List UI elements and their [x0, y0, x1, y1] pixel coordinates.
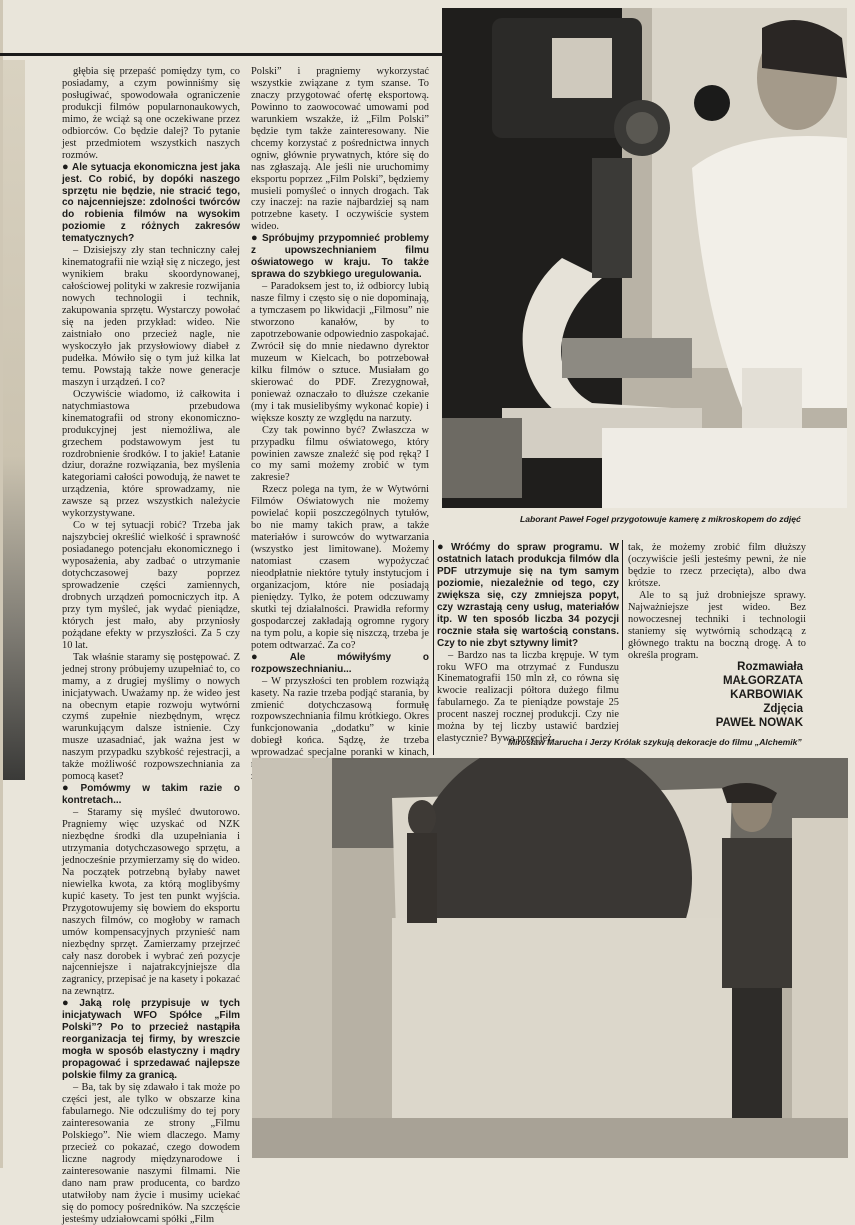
article-paragraph: tak, że możemy zrobić film dłuższy (oczywiście jeśli jesteśmy pewni, że nie będzie to rzecz przecięta), albo dwa krótsze. — [628, 542, 806, 589]
photo-microscope-illustration — [442, 8, 847, 508]
photo-alchemik-decoration — [252, 758, 848, 1158]
article-credits — [628, 660, 803, 730]
article-paragraph: – W przyszłości ten problem rozwiążą kasety. Na razie trzeba podjąć starania, by zmienić dotychczasową formułę rozpowszechniania filmu krótkiego. Okres funkcjonowania „dodatku” w kinie dobiegł końca. Sądzę, że trzeba wprowadzać specjalne poranki w kinach, — [251, 675, 429, 759]
credits-photos-label: Zdjęcia — [763, 703, 803, 715]
question-bullet-icon: ● — [251, 650, 287, 663]
interview-question — [251, 652, 429, 676]
article-paragraph: Czy tak powinno być? Zwłaszcza w przypadku filmu oświatowego, który powinien zawsze znaleźć się pod ręką? I co my sami możemy zrobić w tym zakresie? — [251, 424, 429, 484]
interview-question — [437, 542, 619, 650]
column-divider — [622, 540, 623, 650]
article-paragraph: Polski” i pragniemy wykorzystać wszystkie związane z tym szanse. To znaczy przygotować ofertę eksportową. Powinno to zaowocować umowami pod warunkiem wszakże, iż „Film Polski” będzie tym także zainteresowany. Nie chcemy korzystać z pośrednictwa innych ogniw, głównie prywatnych, które się do nas zgłaszają. Ale jeśli nie uruchomimy eksportu poprzez „Film Polski”, będziemy musieli pomyśleć o innych drogach. Tak czy inaczej: na razie najbardziej są nam potrzebne kasety. I oczywiście system wideo. — [251, 66, 429, 233]
question-bullet-icon: ● — [251, 232, 259, 245]
photo-decoration-illustration — [252, 758, 848, 1158]
article-paragraph: Oczywiście wiadomo, iż całkowita i natychmiastowa przebudowa kinematografii od strony ekonomiczno-produkcyjnej jest niemożliwa, ale grzechem podstawowym jest tu rozdrobnienie środków. I to jakie! Łatanie dziur, doraźne rozwiązania, bez myślenia kategoriami całości powodują, że nawet te urządzenia, które sprowadzamy, nie zawsze są przez wszystkich należycie wykorzystywane. — [62, 388, 240, 520]
article-paragraph: Ale to są już drobniejsze sprawy. Najważniejsze jest wideo. Bez nowoczesnej techniki i technologii staniemy się wytwórnią schodzącą z głównego traktu na boczną drogę. A to określa program. — [628, 589, 806, 661]
photo-caption-bottom: Mirosław Marucha i Jerzy Królak szykują dekoracje do filmu „Alchemik” — [508, 737, 802, 747]
question-bullet-icon: ● — [62, 160, 69, 173]
article-paragraph: Tak właśnie staramy się postępować. Z jednej strony próbujemy uzupełniać to, co mamy, a z drugiej myślimy o nowych inicjatywach. Uważamy np. że wideo jest na obecnym etapie rozwoju wytwórni czymś zupełnie niezbędnym, wręcz warunkującym dalsze istnienie. Czy musze uzasadniać, jak ważna jest w naszym przypadku szybkość rejestracji, a także możliwość rozpowszechniania za pomocą kaset? — [62, 651, 240, 783]
article-column-2 — [251, 66, 429, 760]
article-column-1 — [62, 66, 240, 1225]
column-divider — [433, 540, 434, 755]
article-paragraph: – Paradoksem jest to, iż odbiorcy lubią nasze filmy i często się o nie dopominają, a tymczasem po likwidacji „Filmosu” nie stworzono kanałów, by to zapotrzebowanie odpowiednio zaspokajać. Zwrócił się do mnie niedawno dyrektor muzeum w Kielcach, bo potrzebował kilku filmów o sztuce. Musiałam go skierować do PDF. Zrezygnował, ponieważ oznaczało to dłuższe czekanie (my i tak musielibyśmy wykonać kopie) i większe koszty ze względu na narzuty. — [251, 281, 430, 424]
credits-interviewer-label: Rozmawiała — [737, 661, 803, 673]
article-column-3 — [437, 542, 619, 756]
article-paragraph: – Staramy się myśleć dwutorowo. Pragniemy więc uzyskać od NZK niezbędne środki dla uzupełniania i utrzymania dotychczasowego sprzętu, a jednocześnie przymierzamy się do wideo. Na początek potrzebną byłaby nawet niewielka kwota, za którą moglibyśmy kupić kasety. To jest ten punkt wyjścia. Przygotowujemy się bowiem do eksportu naszych filmów, co mogłoby w ramach umów kompensacyjnych przynieść nam niezbędny sprzęt. Zamierzamy przejrzeć cały nasz dorobek i wybrać zeń pozycje najcenniejsze i najatrakcyjniejsze dla zagranicy, przepisać je na kasety i pokazać na zewnątrz. — [62, 807, 240, 998]
article-paragraph: głębia się przepaść pomiędzy tym, co posiadamy, a czym powinniśmy się posługiwać, spowodowała ograniczenie produkcji filmów popularnonaukowych, mimo, że wciąż są one oczekiwane przez odbiorców. Co będzie dalej? To pytanie jest przedmiotem wszystkich naszych rozmów. — [62, 66, 240, 161]
question-text: Ale sytuacja ekonomiczna jest jaka jest. Co robić, by dopóki naszego sprzętu nie będzie, nie stracić tego, co najcenniejsze: zdolności twórców do robienia filmów na wysokim poziomie z różnych zakresów tematycznych? — [62, 161, 240, 245]
credits-photographer-name: PAWEŁ NOWAK — [715, 717, 803, 729]
question-bullet-icon: ● — [62, 997, 77, 1010]
credits-interviewer-last-name: KARBOWIAK — [730, 689, 803, 701]
question-text: Wróćmy do spraw programu. W ostatnich latach produkcja filmów dla PDF utrzymuje się na tym samym poziomie, niezależnie od tego, czy zwiększa się, czy zmniejsza popyt, czy wzrastają ceny usług, materiałów itp. W ten sposób liczba 34 pozycji rocznie stała się wartością constans. Czy to nie zbyt sztywny limit? — [437, 542, 619, 649]
photo-caption-top: Laborant Paweł Fogel przygotowuje kamerę z mikroskopem do zdjęć — [520, 514, 801, 524]
top-rule — [0, 53, 442, 56]
article-paragraph: – Ba, tak by się zdawało i tak może po części jest, ale tylko w obszarze kina fabularnego. Nie odczuliśmy do tej pory zainteresowania ze strony „Filmu Polskiego”. Nie wiem dlaczego. Mamy przecież co pokazać, czego dowodem liczne nagrody międzynarodowe i zainteresowanie naszymi filmami. Nie dano nam praw producenta, co bardzo utatwiłoby nam życie i musimy uciekać się do pomocy pośredników. Na szczęście jesteśmy udziałowcami spółki „Film — [62, 1082, 240, 1225]
question-text: Pomówmy w takim razie o kontretach... — [62, 783, 240, 807]
question-bullet-icon: ● — [437, 541, 449, 553]
credits-interviewer-first-name: MAŁGORZATA — [722, 675, 803, 687]
previous-page-strip — [3, 60, 25, 780]
interview-question — [62, 162, 240, 246]
article-paragraph: Rzecz polega na tym, że w Wytwórni Filmów Oświatowych nie możemy powielać kopii poszczególnych tytułów, bo nie mamy takich praw, a także materiałów i surowców do wytwarzania (wszystko jest limitowane). Możemy natomiast czasem wypożyczać nieodpłatnie niektóre tytuły instytucjom i organizacjom, które nie posiadają pieniędzy. Tylko, że potem odczuwamy skutki tej działalności. Prawidła reformy gospodarczej zakładają ogromne rygory na tym polu, a kopie się niszczą, trzeba je potem odtwarzać. Za co? — [251, 484, 429, 651]
question-text: Spróbujmy przypomnieć problemy z upowszechnianiem filmu oświatowego w kraju. To także sprawa do szybkiego uregulowania. — [251, 233, 429, 281]
interview-question — [251, 233, 429, 281]
question-bullet-icon: ● — [62, 782, 78, 795]
interview-question — [62, 998, 240, 1082]
question-text: Ale mówiłyśmy o rozpowszechnianiu... — [251, 651, 429, 675]
question-text: Jaką rolę przypisuje w tych inicjatywach WFO Spółce „Film Polski”? Po to przecież nastąpiła reorganizacja tej firmy, by wreszcie mogła w sposób elastyczny i mądry propagować i sprzedawać najlepsze polskie filmy za granicą. — [62, 998, 240, 1082]
article-paragraph: – Dzisiejszy zły stan techniczny całej kinematografii nie wziął się z niczego, jest wynikiem braku skoordynowanej, całościowej polityki w zakresie rozwijania nowych technologii i technik, zakupowania sprzętu. Wystarczy powołać się na jeden przykład: wideo. Nie zaistniało ono przecież nagle, nie wyskoczyło jak przysłowiowy diabeł z pudełka. Mówiło się o tym już kilka lat temu. Powstają także nowe generacje maszyn i urządzeń. I co? — [62, 245, 240, 388]
article-paragraph: Co w tej sytuacji robić? Trzeba jak najszybciej określić wielkość i sprawność posiadanego potencjału ekonomicznego i wyposażenia, aby zadbać o utrzymanie dotychczasowej bazy poprzez sprowadzenie części zamiennych, drobnych urządzeń pomocniczych itp. A przy tym myśleć, jak wydać pieniądze, których jest mało, aby przyniosły pożądane efekty w przyszłości. Za 5 czy 10 lat. — [62, 520, 240, 651]
interview-question — [62, 783, 240, 807]
photo-microscope-camera — [442, 8, 847, 508]
article-paragraph: – Bardzo nas ta liczba krępuje. W tym roku WFO ma otrzymać z Funduszu Kinematografii 150 mln zł, co równa się kwocie realizacji półtora dużego filmu fabularnego. Za te pieniądze powstaje 25 procent naszej rocznej produkcji. Czy nie można by tej liczby ustawić bardziej elastycznie? Bywa przecież — [437, 649, 619, 745]
